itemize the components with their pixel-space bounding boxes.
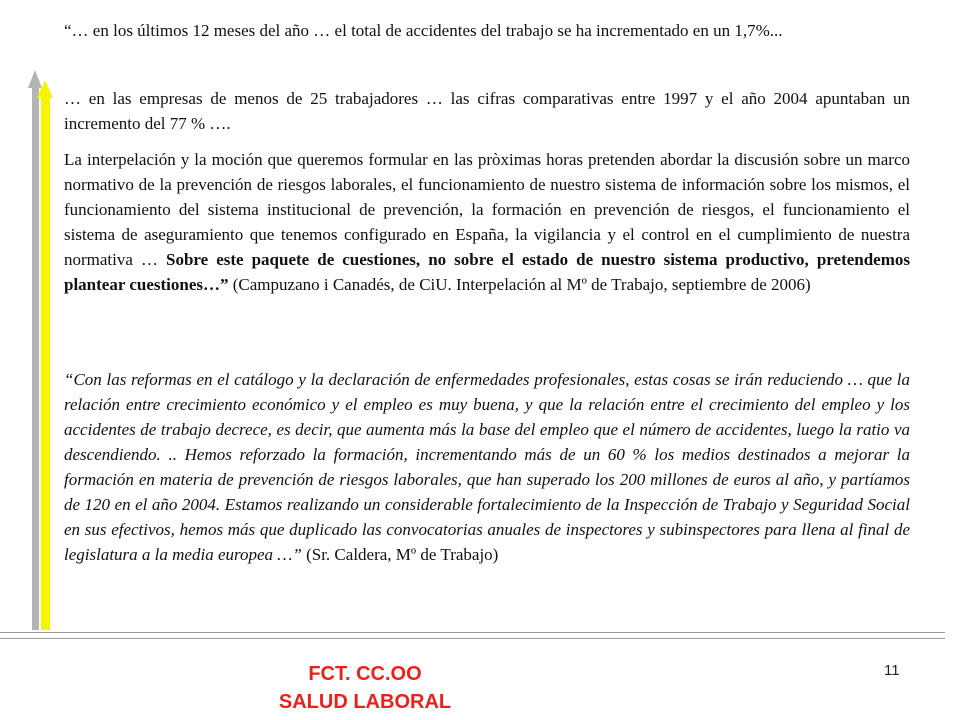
quote-text: … en las empresas de menos de 25 trabajadores … las cifras comparativas entre 1997 y el año 2004 apuntaban un incremento del 77 % ….	[64, 89, 910, 133]
quote-paragraph-accidents-12-months	[64, 18, 910, 43]
interpelation-paragraph	[64, 147, 910, 297]
quote-text: “… en los últimos 12 meses del año … el total de accidentes del trabajo se ha incrementado en un 1,7%...	[64, 21, 783, 40]
page-number: 11	[884, 662, 900, 679]
footer-org-line-2: SALUD LABORAL	[278, 691, 452, 713]
italic-quote-text: “Con las reformas en el catálogo y la declaración de enfermedades profesionales, estas cosas se irán reduciendo … que la relación entre crecimiento económico y el empleo es muy buena, y que la relación entre el crecimiento del empleo y los accidentes de trabajo decrece, es decir, que aumenta más la base del empleo que el número de accidentes, luego la ratio va descendiendo. .. Hemos reforzado la formación, incrementando más de un 60 % los medios destinados a mejorar la formación en materia de prevención de riesgos laborales, que han superado los 200 millones de euros al año, y partíamos de 120 en el año 2004. Estamos realizando un considerable fortalecimiento de la Inspección de Trabajo y Seguridad Social en sus efectivos, hemos más que duplicado las convocatorias anuales de inspectores y subinspectores para llena al final de legislatura a la media europea …”	[64, 370, 910, 564]
upward-arrow-icon	[28, 70, 62, 630]
paragraph-citation: (Sr. Caldera, Mº de Trabajo)	[301, 545, 499, 564]
paragraph-citation: (Campuzano i Canadés, de CiU. Interpelación al Mº de Trabajo, septiembre de 2006)	[228, 275, 811, 294]
paragraph-bold-text: Sobre este paquete de cuestiones, no sobre el estado de nuestro sistema productivo, pretendemos plantear cuestiones…”	[64, 250, 911, 294]
quote-paragraph-small-companies	[64, 86, 910, 136]
footer-divider-top	[0, 632, 945, 633]
caldera-quote-paragraph	[64, 367, 910, 567]
footer-divider-bottom	[0, 638, 945, 639]
paragraph-intro-text: La interpelación y la moción que queremos formular en las pròximas horas pretenden abordar la discusión sobre un marco normativo de la prevención de riesgos laborales, el funcionamiento de nuestro sistema de información sobre los mismos, el funcionamiento del sistema institucional de prevención, la formación en prevención de riesgos, el funcionamiento el sistema de aseguramiento que tenemos configurado en España, la vigilancia y el control en el cumplimiento de nuestra normativa …	[64, 150, 910, 269]
footer-org-line-1: FCT. CC.OO	[308, 663, 422, 685]
